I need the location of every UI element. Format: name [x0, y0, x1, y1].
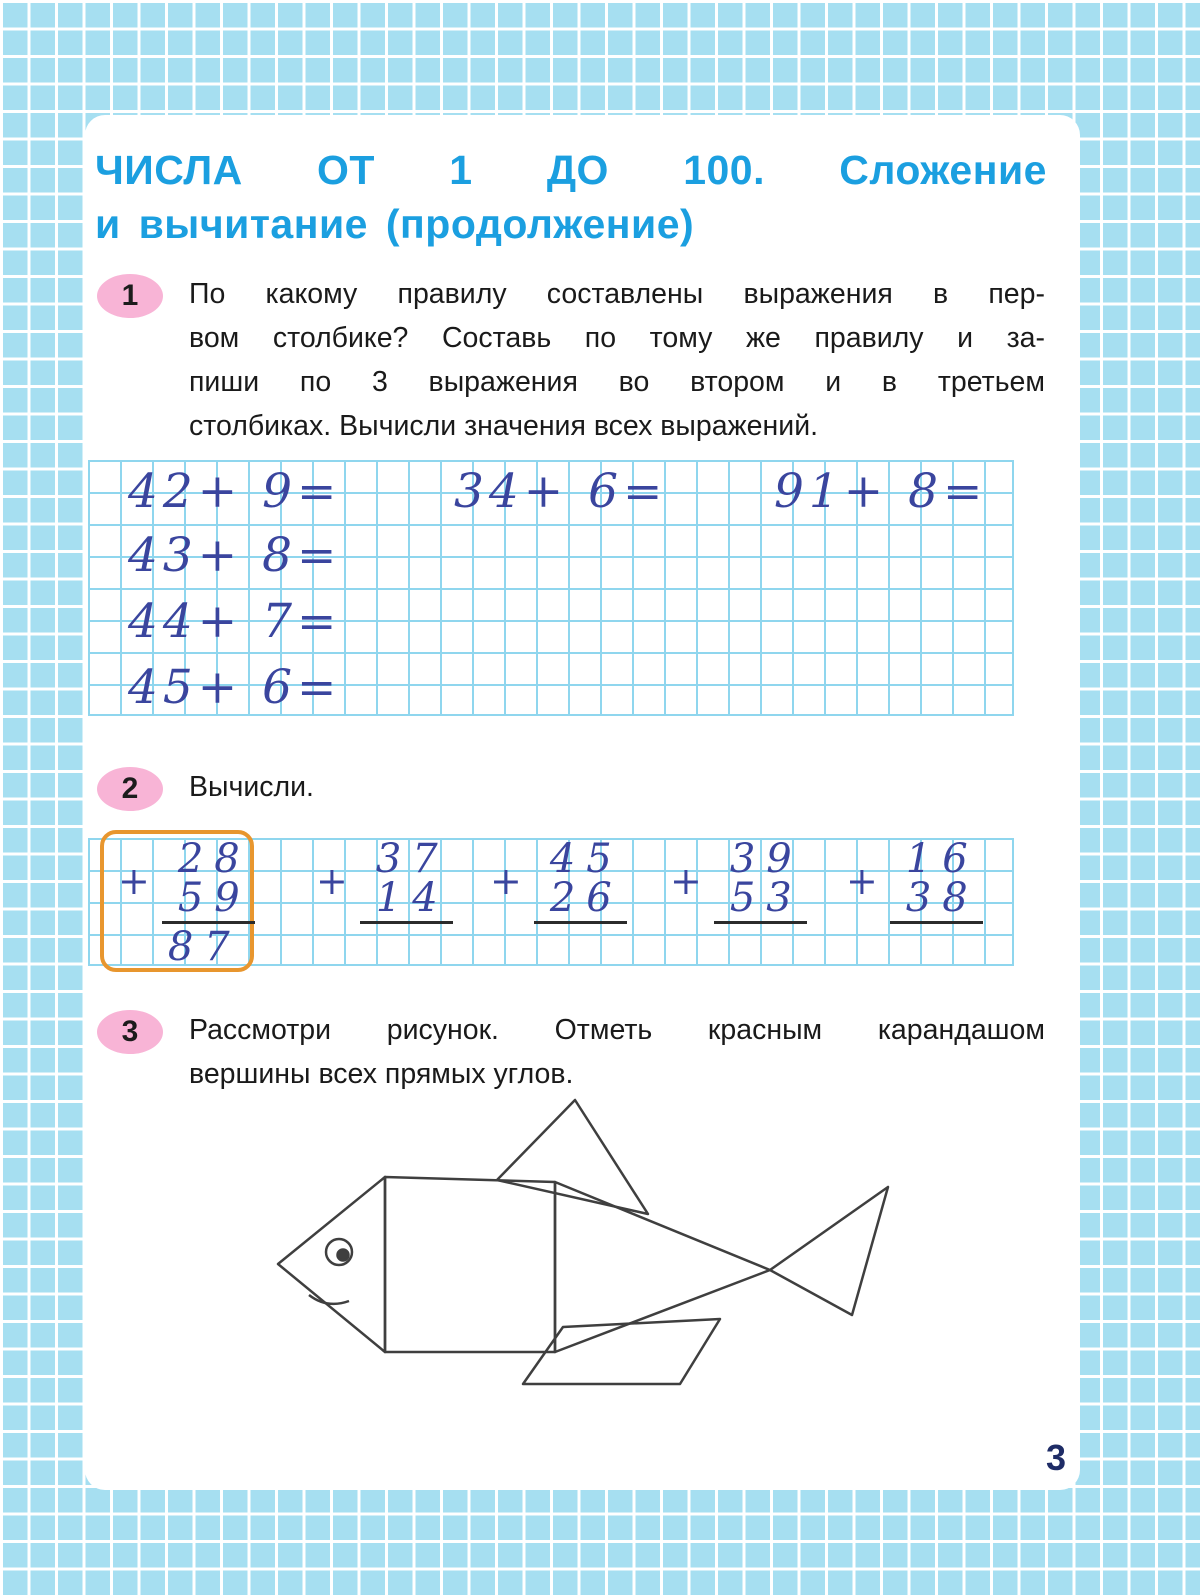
fish-figure [265, 1087, 910, 1407]
addend-bottom: 14 [375, 875, 449, 921]
handwritten-expression: 45+ 6= [128, 660, 342, 715]
addend-top: 28 [177, 836, 251, 882]
addend-top: 16 [905, 836, 979, 882]
handwritten-expression: 91+ 8= [774, 464, 988, 519]
text-line: вом столбике? Составь по тому же правилу и за- [189, 322, 1045, 354]
task-1 [97, 272, 1045, 448]
plus-sign: + [118, 859, 150, 903]
addend-bottom: 26 [549, 875, 623, 921]
text-line: вершины всех прямых углов. [189, 1058, 574, 1090]
page-number: 3 [1045, 1437, 1066, 1478]
page-title-line-1: ЧИСЛА ОТ 1 ДО 100. Сложение [95, 147, 1047, 193]
column-addition [846, 836, 983, 926]
task-3 [97, 1008, 1045, 1096]
addend-top: 37 [375, 836, 449, 882]
task-3-text [189, 1008, 1045, 1096]
addend-top: 39 [729, 836, 803, 882]
handwritten-expression: 42+ 9= [128, 464, 342, 519]
column-addition [118, 836, 255, 970]
column-addition [670, 836, 807, 926]
task-2-text [189, 765, 1045, 811]
sum-result: 87 [167, 924, 241, 970]
addition-operands [360, 836, 453, 924]
task-1-number-badge: 1 [97, 274, 163, 318]
plus-sign: + [316, 859, 348, 903]
task-2-number-badge: 2 [97, 767, 163, 811]
text-line: пиши по 3 выражения во втором и в третьем [189, 366, 1045, 398]
writing-grid-task2 [88, 836, 1014, 970]
fish-top-fin [497, 1100, 648, 1214]
addend-bottom: 59 [177, 875, 251, 921]
text-line: Вычисли. [189, 771, 314, 803]
task-1-text [189, 272, 1045, 448]
column-addition [490, 836, 627, 926]
sum-result [360, 924, 453, 926]
addition-operands [714, 836, 807, 924]
plus-sign: + [490, 859, 522, 903]
text-line: Рассмотри рисунок. Отметь красным карандашом [189, 1014, 1045, 1046]
handwritten-expression: 43+ 8= [128, 528, 342, 583]
writing-grid-task1 [88, 460, 1014, 716]
handwritten-expression: 34+ 6= [454, 464, 668, 519]
text-line: По какому правилу составлены выражения в пер- [189, 278, 1045, 310]
task-2 [97, 765, 1045, 811]
task-3-number-badge: 3 [97, 1010, 163, 1054]
plus-sign: + [670, 859, 702, 903]
addition-operands [890, 836, 983, 924]
plus-sign: + [846, 859, 878, 903]
sum-result [714, 924, 807, 926]
fish-pupil [338, 1250, 349, 1261]
workbook-page [85, 115, 1080, 1490]
fish-tail-fin [770, 1187, 888, 1315]
addend-top: 45 [549, 836, 623, 882]
sum-result [534, 924, 627, 926]
fish-head [278, 1177, 385, 1352]
handwritten-expression: 44+ 7= [128, 594, 342, 649]
column-addition [316, 836, 453, 926]
sum-result [890, 924, 983, 926]
fish-body [385, 1177, 555, 1352]
page-title [95, 143, 1047, 251]
addend-bottom: 53 [729, 875, 803, 921]
fish-mouth [309, 1295, 349, 1304]
addend-bottom: 38 [905, 875, 979, 921]
page-title-line-2: и вычитание (продолжение) [95, 201, 695, 248]
addition-operands [162, 836, 255, 924]
fish-drawing [265, 1087, 910, 1402]
addition-operands [534, 836, 627, 924]
text-line: столбиках. Вычисли значения всех выражений. [189, 410, 819, 442]
